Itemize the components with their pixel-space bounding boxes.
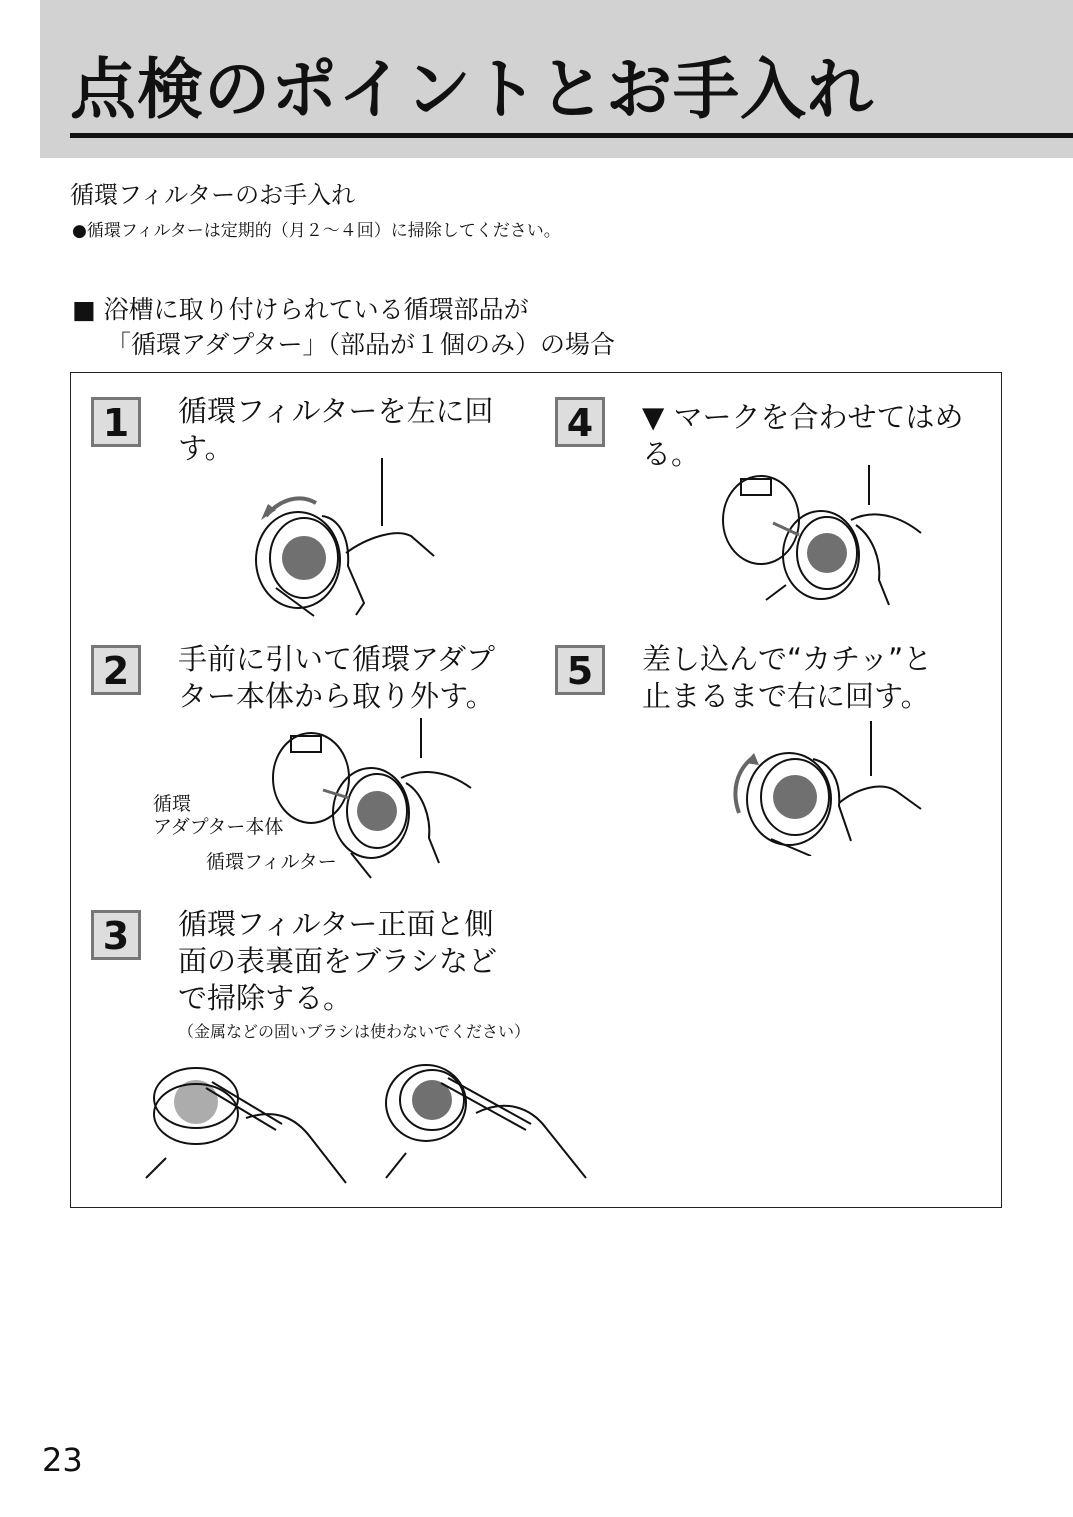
- step-4-text: ▼ マークを合わせてはめ る。: [642, 400, 964, 471]
- title-underline: [70, 133, 1073, 138]
- page-title: 点検のポイントとお手入れ: [70, 51, 874, 128]
- condition-line-1: ■ 浴槽に取り付けられている循環部品が: [72, 295, 529, 324]
- filter-rotate-right-illustration: [721, 721, 931, 856]
- step-1-text: 循環フィルターを左に回 す。: [178, 394, 494, 465]
- step-2-number: 2: [91, 645, 141, 695]
- condition-heading: [72, 292, 615, 362]
- step-5-number: 5: [555, 645, 605, 695]
- filter-align-mark-illustration: [711, 465, 941, 615]
- step-3-text: 循環フィルター正面と側 面の表裏面をブラシなど で掃除する。: [178, 907, 498, 1015]
- cleaning-frequency-note: ●循環フィルターは定期的（月２～４回）に掃除してください。: [72, 221, 561, 241]
- step-1-number: 1: [91, 397, 141, 447]
- adapter-label: 循環 アダプター本体: [153, 793, 284, 838]
- steps-panel: [70, 372, 1002, 1208]
- brush-cleaning-illustration: [136, 1058, 596, 1188]
- section-subtitle: 循環フィルターのお手入れ: [70, 181, 356, 209]
- step-2-text: 手前に引いて循環アダプ ター本体から取り外す。: [178, 642, 495, 713]
- condition-line-2: 「循環アダプター」（部品が１個のみ）の場合: [106, 330, 616, 359]
- step-3-note: （金属などの固いブラシは使わないでください）: [178, 1022, 531, 1041]
- step-3-number: 3: [91, 910, 141, 960]
- step-4-number: 4: [555, 397, 605, 447]
- filter-rotate-left-illustration: [246, 458, 466, 618]
- filter-label: 循環フィルター: [206, 851, 337, 873]
- page-number: 23: [42, 1441, 83, 1479]
- step-5-text: 差し込んで“カチッ”と 止まるまで右に回す。: [642, 642, 933, 713]
